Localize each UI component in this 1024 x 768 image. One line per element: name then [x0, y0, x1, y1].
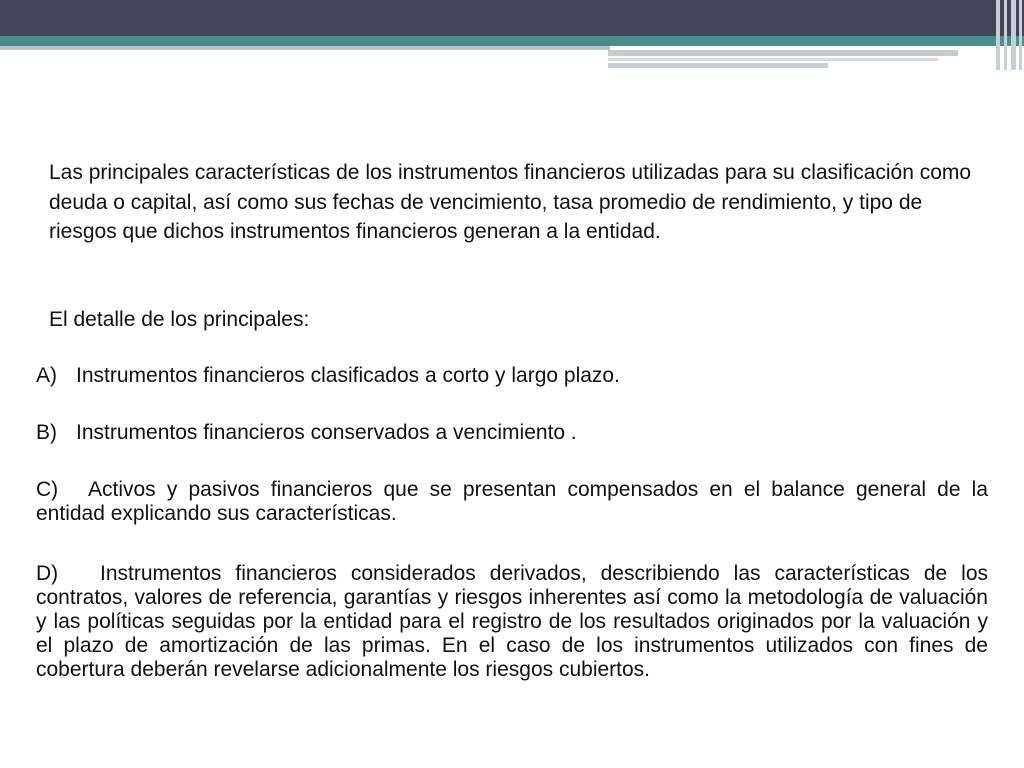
list-item-text: Instrumentos financieros clasificados a corto y largo plazo.: [76, 364, 620, 387]
list-item-text: Activos y pasivos financieros que se presentan compensados en el balance general de la entidad explicando sus características.: [36, 478, 988, 525]
list-item-b: [36, 419, 988, 447]
list-item-text: Instrumentos financieros conservados a vencimiento .: [76, 421, 577, 444]
list-item-d: [36, 562, 988, 682]
list-item-c: [36, 478, 988, 526]
list-item-letter: C): [36, 478, 59, 501]
detail-heading: El detalle de los principales:: [49, 308, 310, 331]
list-item-letter: A): [36, 364, 57, 387]
list-item-text: Instrumentos financieros considerados derivados, describiendo las características de los contratos, valores de referencia, garantías y riesgos inherentes así como la metodología de valuación y las políticas seguidas por la entidad para el registro de los resultados originados por la valuación y el plazo de amortización de las primas. En el caso de los instrumentos utilizados con fines de cobertura deberán revelarse adicionalmente los riesgos cubiertos.: [36, 562, 988, 681]
list-item-a: [36, 362, 988, 390]
intro-paragraph: Las principales características de los instrumentos financieros utilizadas para su clasificación como deuda o capital, así como sus fechas de vencimiento, tasa promedio de rendimiento, y tipo de riesgos que dichos instrumentos financieros generan a la entidad.: [49, 161, 972, 243]
list-item-letter: B): [36, 421, 57, 444]
list-item-letter: D): [36, 562, 59, 585]
